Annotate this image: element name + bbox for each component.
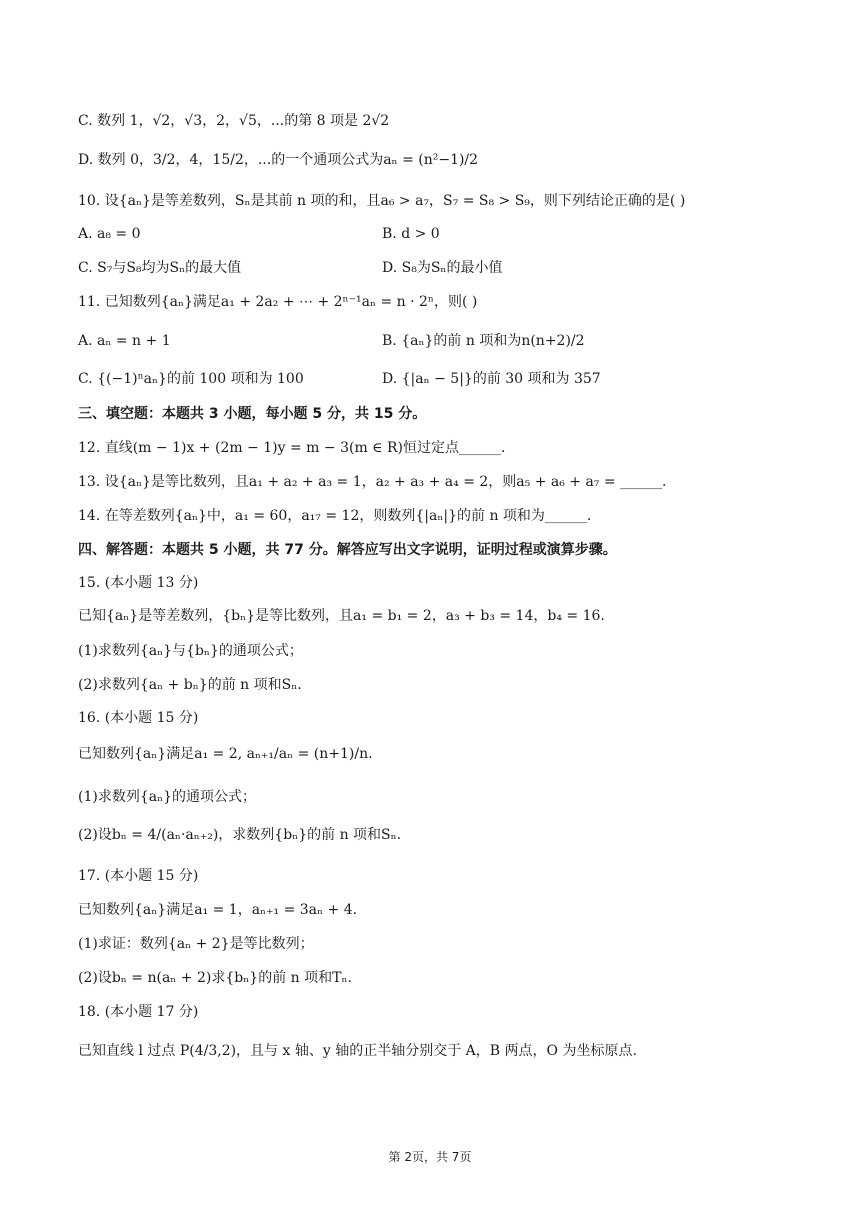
q14: 14. 在等差数列{aₙ}中，a₁ = 60，a₁₇ = 12，则数列{|aₙ|}的前 n 项和为______. [78,508,592,524]
q16-stem: 已知数列{aₙ}满足a₁ = 2, aₙ₊₁/aₙ = (n+1)/n. [78,746,373,762]
q18-heading: 18. (本小题 17 分) [78,1004,199,1020]
q9-option-c: C. 数列 1，√2，√3，2，√5，...的第 8 项是 2√2 [78,113,390,129]
q17-part-1: (1)求证：数列{aₙ + 2}是等比数列； [78,936,314,952]
q9-option-d: D. 数列 0，3/2，4，15/2，...的一个通项公式为aₙ = (n²−1)/2 [78,152,479,168]
q16-heading: 16. (本小题 15 分) [78,710,199,726]
section-3-heading: 三、填空题：本题共 3 小题，每小题 5 分，共 15 分。 [78,406,427,422]
q10-stem: 10. 设{aₙ}是等差数列，Sₙ是其前 n 项的和，且a₆ > a₇，S₇ = S₈ > S₉，则下列结论正确的是( ) [78,193,686,209]
q16-part-1: (1)求数列{aₙ}的通项公式； [78,789,257,805]
q11-option-a: A. aₙ = n + 1 [78,333,171,349]
q11-option-d: D. {|aₙ − 5|}的前 30 项和为 357 [382,371,601,387]
q11-stem: 11. 已知数列{aₙ}满足a₁ + 2a₂ + ⋯ + 2ⁿ⁻¹aₙ = n · 2ⁿ，则( ) [78,294,478,310]
q11-option-b: B. {aₙ}的前 n 项和为n(n+2)/2 [382,333,585,349]
q15-part-1: (1)求数列{aₙ}与{bₙ}的通项公式； [78,643,303,659]
q11-option-c: C. {(−1)ⁿaₙ}的前 100 项和为 100 [78,371,304,387]
q10-option-a: A. a₈ = 0 [78,226,141,242]
q15-stem: 已知{aₙ}是等差数列，{bₙ}是等比数列，且a₁ = b₁ = 2，a₃ + b₃ = 14，b₄ = 16. [78,608,605,624]
q18-stem: 已知直线 l 过点 P(4/3,2)，且与 x 轴、y 轴的正半轴分别交于 A，B 两点，O 为坐标原点. [78,1043,637,1059]
q15-part-2: (2)求数列{aₙ + bₙ}的前 n 项和Sₙ. [78,677,302,693]
section-4-heading: 四、解答题：本题共 5 小题，共 77 分。解答应写出文字说明，证明过程或演算步骤。 [78,542,617,558]
q12: 12. 直线(m − 1)x + (2m − 1)y = m − 3(m ∈ R)恒过定点______. [78,440,506,456]
q17-heading: 17. (本小题 15 分) [78,868,199,884]
q10-option-b: B. d > 0 [382,226,440,242]
q17-part-2: (2)设bₙ = n(aₙ + 2)求{bₙ}的前 n 项和Tₙ. [78,970,352,986]
q16-part-2: (2)设bₙ = 4/(aₙ·aₙ₊₂)，求数列{bₙ}的前 n 项和Sₙ. [78,827,402,843]
q17-stem: 已知数列{aₙ}满足a₁ = 1，aₙ₊₁ = 3aₙ + 4. [78,902,358,918]
q15-heading: 15. (本小题 13 分) [78,575,199,591]
q13: 13. 设{aₙ}是等比数列，且a₁ + a₂ + a₃ = 1，a₂ + a₃ + a₄ = 2，则a₅ + a₆ + a₇ = ______. [78,474,667,490]
page-footer: 第 2页，共 7页 [388,1150,472,1164]
q10-option-c: C. S₇与S₈均为Sₙ的最大值 [78,260,242,276]
q10-option-d: D. S₈为Sₙ的最小值 [382,260,503,276]
